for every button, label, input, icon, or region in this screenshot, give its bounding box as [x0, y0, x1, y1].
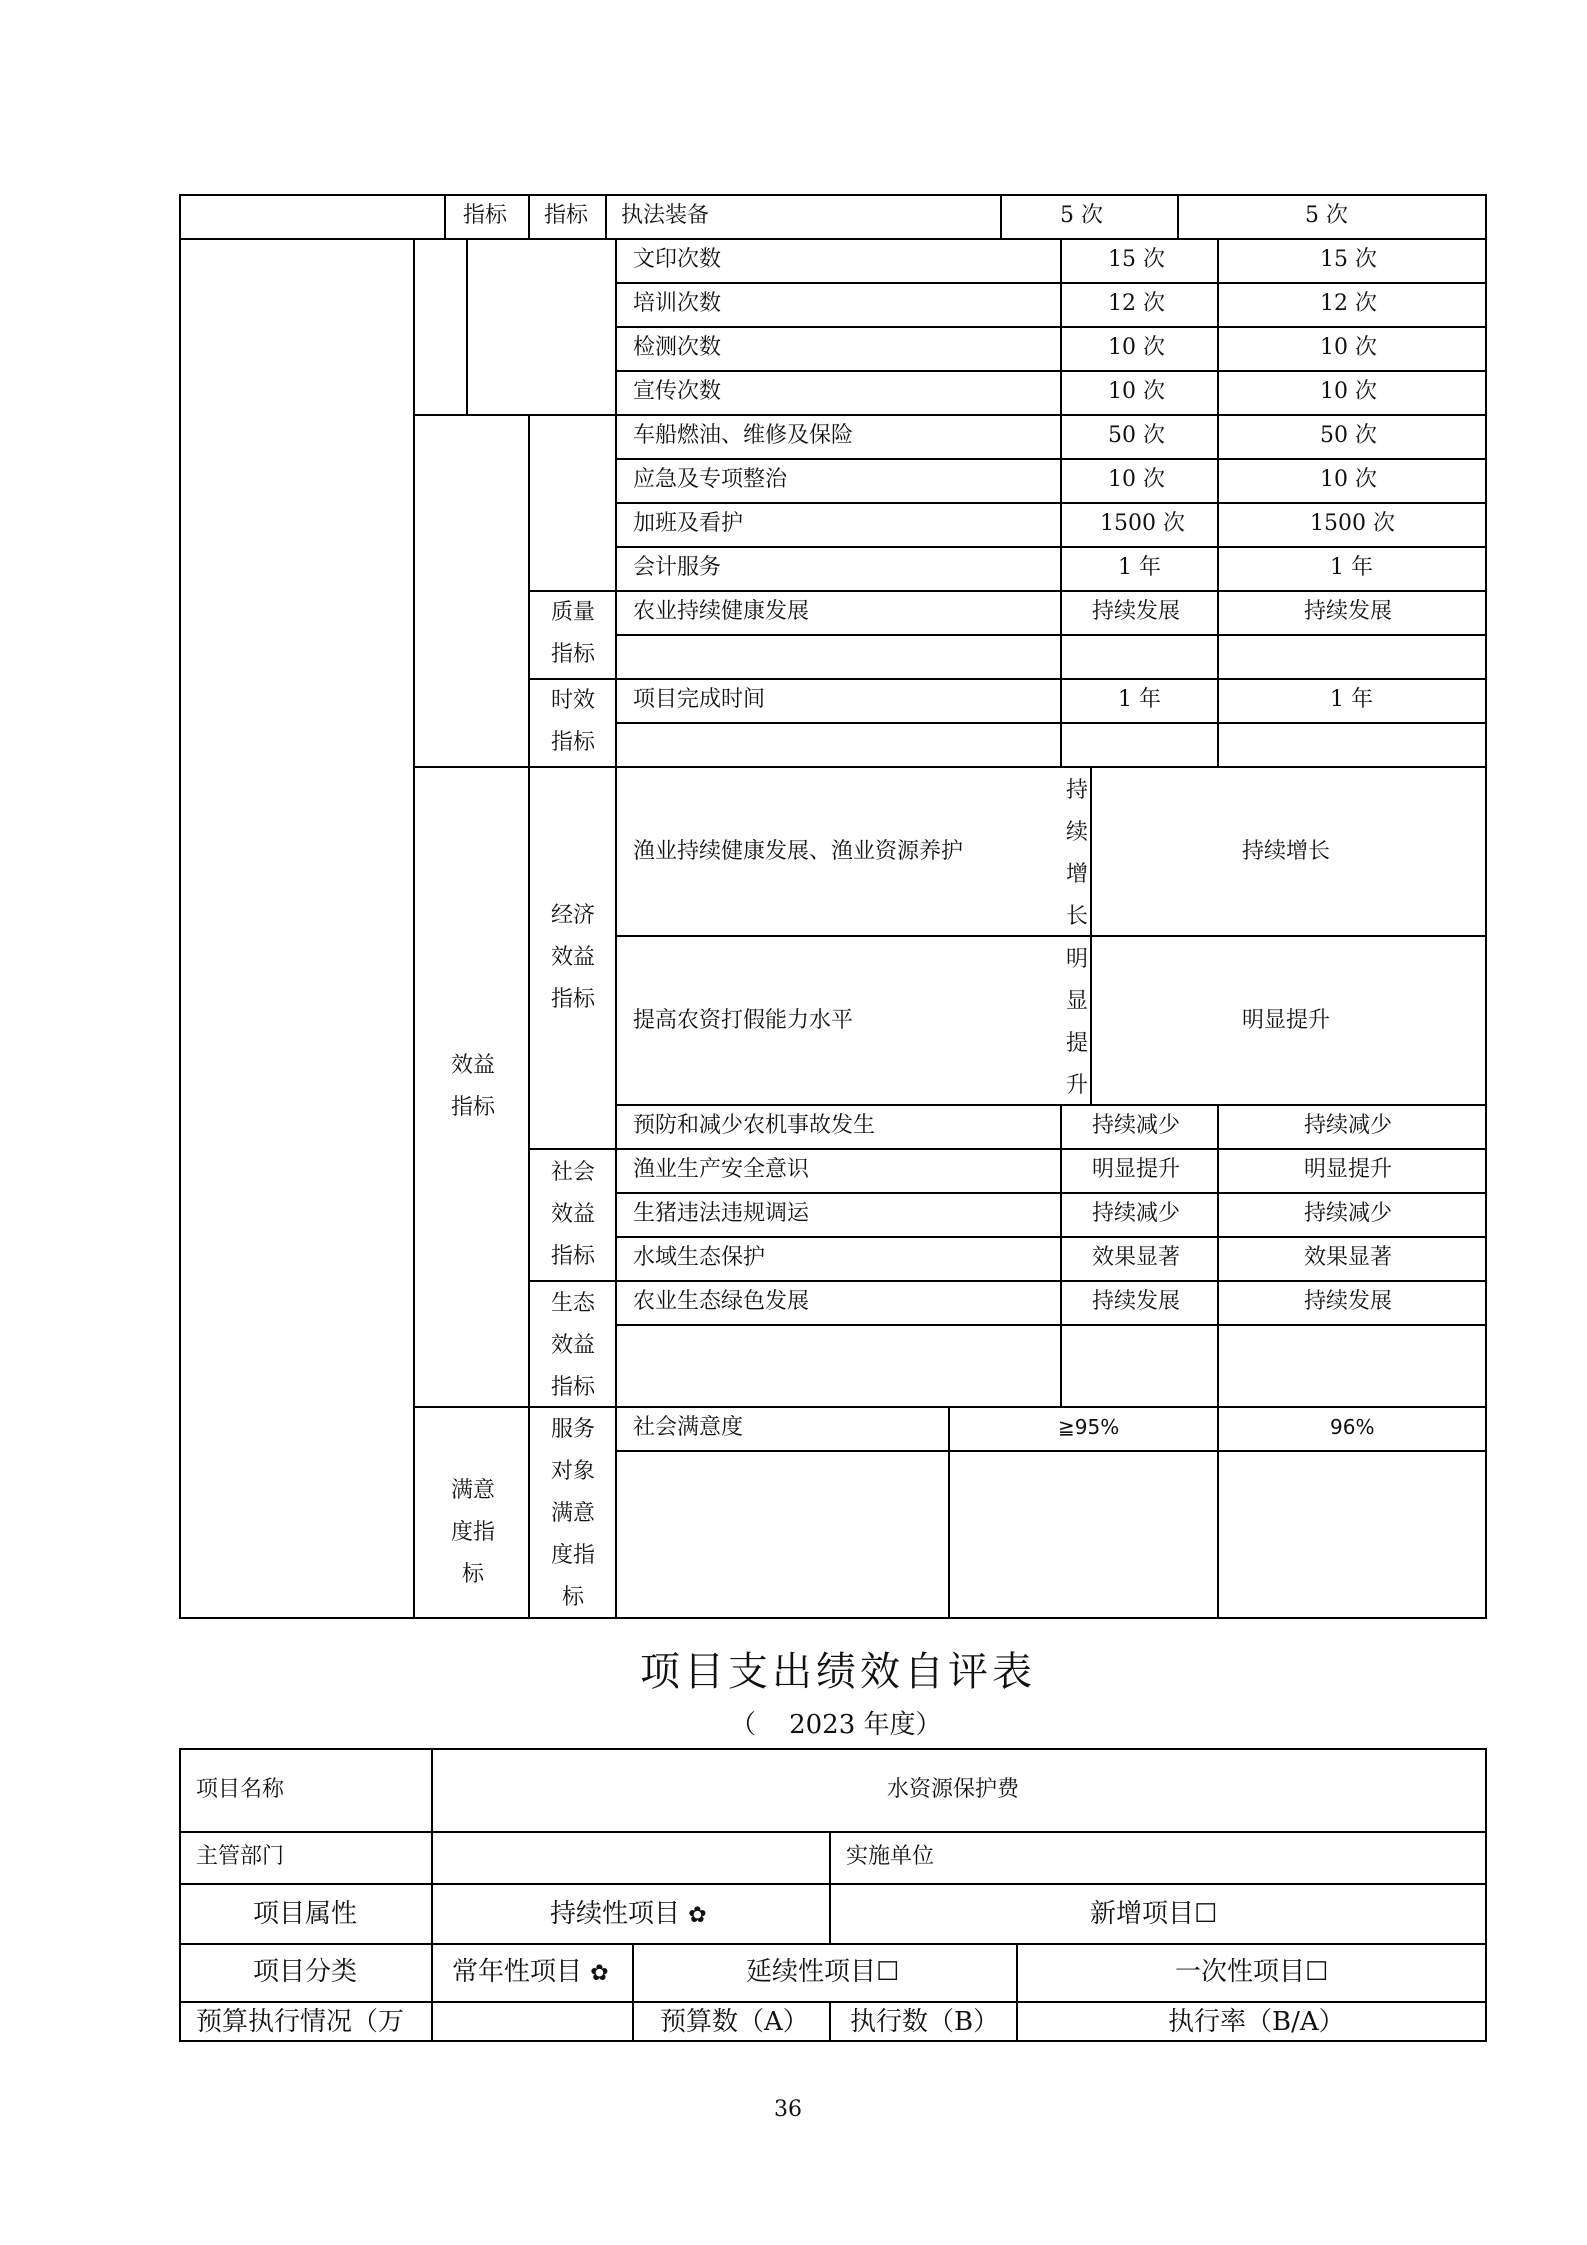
indicator-cell: 培训次数: [633, 291, 722, 316]
actual-cell: 50 次: [1320, 423, 1377, 448]
target-cell: 15 次: [1108, 247, 1165, 272]
actual-cell: 持续增长: [1242, 839, 1331, 864]
indicator-cell: 水域生态保护: [633, 1245, 766, 1270]
target-cell: 明 显 提 升: [1065, 947, 1088, 1098]
project-name-label: 项目名称: [196, 1777, 285, 1802]
social-benefit-label: 社会 效益 指标: [550, 1160, 595, 1269]
cat-onetime-option[interactable]: 一次性项目☐: [1175, 1957, 1329, 1987]
indicator-cell: 文印次数: [633, 247, 722, 272]
indicator-cell: 项目完成时间: [633, 687, 766, 712]
satisfaction-indicator-label: 满意 度指 标: [450, 1478, 495, 1587]
project-category-label: 项目分类: [253, 1957, 358, 1987]
target-cell: 1500 次: [1100, 511, 1185, 536]
exec-rate-header: 执行率（B/A）: [1168, 2007, 1345, 2037]
indicator-cell: 预防和减少农机事故发生: [633, 1113, 876, 1138]
actual-cell: 持续发展: [1304, 599, 1393, 624]
checked-icon: ✿: [688, 1903, 707, 1928]
service-object-satisfaction-label: 服务 对象 满意 度指 标: [550, 1417, 595, 1610]
ecological-benefit-label: 生态 效益 指标: [550, 1291, 595, 1400]
indicator-cell: 宣传次数: [633, 379, 722, 404]
budget-b-header: 执行数（B）: [850, 2007, 1000, 2037]
indicator-cell: 检测次数: [633, 335, 722, 360]
quality-indicator-label: 质量 指标: [550, 600, 595, 667]
actual-cell: 15 次: [1320, 247, 1377, 272]
form-year: （ 2023 年度）: [730, 1710, 942, 1740]
actual-cell: 10 次: [1320, 335, 1377, 360]
target-cell: 持续减少: [1092, 1201, 1181, 1226]
checked-icon: ✿: [590, 1961, 609, 1986]
cat-regular-option[interactable]: 常年性项目 ✿: [452, 1957, 609, 1987]
actual-cell: 明显提升: [1304, 1157, 1393, 1182]
benefit-indicator-label: 效益 指标: [450, 1053, 495, 1120]
indicator-cell: 农业持续健康发展: [633, 599, 810, 624]
target-cell: 明显提升: [1092, 1157, 1181, 1182]
indicator-cell: 提高农资打假能力水平: [633, 1008, 854, 1033]
indicator-cell: 渔业持续健康发展、渔业资源养护: [633, 839, 964, 864]
attr-continuing-option[interactable]: 持续性项目 ✿: [550, 1899, 707, 1929]
actual-cell: 持续减少: [1304, 1201, 1393, 1226]
actual-cell: 12 次: [1320, 291, 1377, 316]
target-cell: 持续发展: [1092, 599, 1181, 624]
indicator-cell: 渔业生产安全意识: [633, 1157, 810, 1182]
actual-cell: 96%: [1330, 1415, 1375, 1439]
target-cell: 持 续 增 长: [1065, 778, 1088, 929]
cat-extended-option[interactable]: 延续性项目☐: [746, 1957, 900, 1987]
indicator-cell: 应急及专项整治: [633, 467, 788, 492]
target-cell: 1 年: [1118, 555, 1161, 580]
timeliness-indicator-label: 时效 指标: [550, 688, 595, 755]
budget-exec-label: 预算执行情况（万: [196, 2007, 405, 2037]
dept-label: 主管部门: [196, 1844, 285, 1869]
actual-cell: 1500 次: [1310, 511, 1395, 536]
impl-unit-label: 实施单位: [846, 1844, 935, 1869]
indicator-cell: 社会满意度: [633, 1415, 744, 1440]
unchecked-icon: ☐: [876, 1957, 900, 1987]
target-cell: 50 次: [1108, 423, 1165, 448]
actual-cell: 持续减少: [1304, 1113, 1393, 1138]
target-cell: 5 次: [1060, 203, 1103, 228]
actual-cell: 10 次: [1320, 379, 1377, 404]
actual-cell: 效果显著: [1304, 1245, 1393, 1270]
target-cell: 12 次: [1108, 291, 1165, 316]
economic-benefit-label: 经济 效益 指标: [550, 903, 595, 1012]
attr-new-option[interactable]: 新增项目☐: [1090, 1899, 1218, 1929]
budget-a-header: 预算数（A）: [660, 2007, 809, 2037]
form-title: 项目支出绩效自评表: [640, 1649, 1036, 1695]
actual-cell: 持续发展: [1304, 1289, 1393, 1314]
unchecked-icon: ☐: [1305, 1957, 1329, 1987]
actual-cell: 5 次: [1305, 203, 1348, 228]
page-number: 36: [774, 2097, 802, 2122]
actual-cell: 明显提升: [1242, 1008, 1331, 1033]
indicator-cell: 农业生态绿色发展: [633, 1289, 810, 1314]
indicator-cell: 执法装备: [621, 203, 710, 228]
level3-label: 指标: [544, 203, 589, 228]
actual-cell: 1 年: [1330, 555, 1373, 580]
indicator-cell: 加班及看护: [633, 511, 744, 536]
target-cell: 10 次: [1108, 379, 1165, 404]
actual-cell: 1 年: [1330, 687, 1373, 712]
target-cell: 持续发展: [1092, 1289, 1181, 1314]
indicator-cell: 会计服务: [633, 555, 722, 580]
indicator-cell: 生猪违法违规调运: [633, 1201, 810, 1226]
actual-cell: 10 次: [1320, 467, 1377, 492]
project-attr-label: 项目属性: [253, 1899, 358, 1929]
target-cell: 效果显著: [1092, 1245, 1181, 1270]
target-cell: 1 年: [1118, 687, 1161, 712]
target-cell: 10 次: [1108, 335, 1165, 360]
level2-label: 指标: [463, 203, 508, 228]
target-cell: 持续减少: [1092, 1113, 1181, 1138]
target-cell: 10 次: [1108, 467, 1165, 492]
project-name-value: 水资源保护费: [887, 1777, 1020, 1802]
indicator-cell: 车船燃油、维修及保险: [633, 423, 854, 448]
unchecked-icon: ☐: [1194, 1899, 1218, 1929]
target-cell: ≧95%: [1058, 1415, 1120, 1439]
